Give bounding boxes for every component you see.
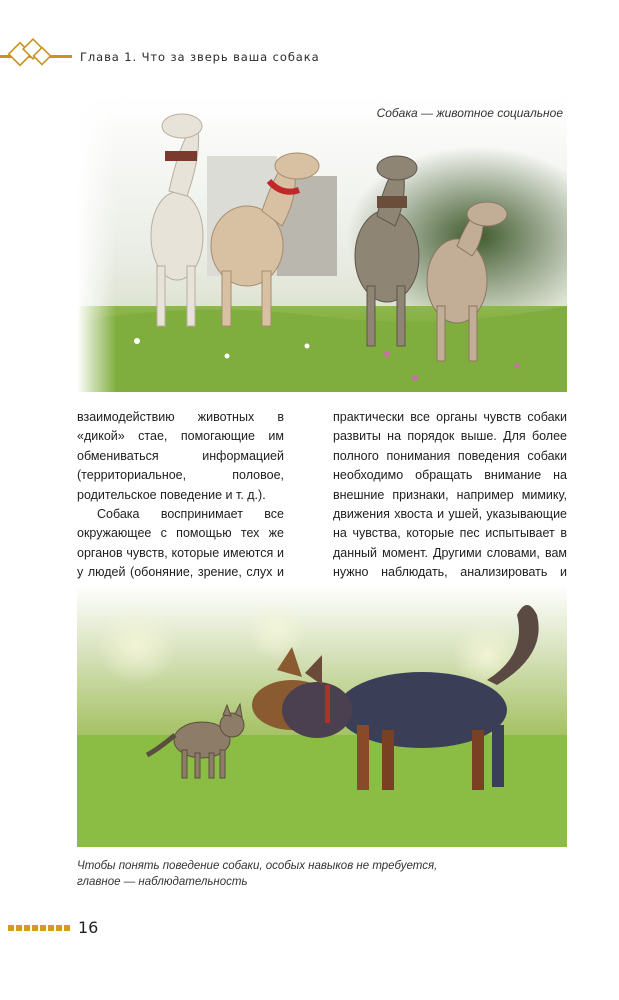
dog-and-kitten-photo (77, 585, 567, 847)
bottom-photo-caption (77, 858, 497, 890)
paragraph: Собака воспринимает все окружающее с помощью тех же органов чувств, которые имеются и у людей (обоняние, зрение, слух и (77, 507, 284, 580)
caption-line: главное — наблюдательность (77, 876, 248, 888)
page-number: 16 (78, 918, 99, 937)
chapter-ornament-icon (0, 38, 72, 74)
dogs-group-photo (77, 96, 567, 392)
paragraph: взаимодействию животных в «дикой» стае, помогающие им обмениваться информацией (территориальное, половое, родительское поведение и т. д.). (77, 410, 284, 502)
body-text-right-column (333, 408, 567, 602)
top-photo-caption: Собака — животное социальное (376, 106, 563, 120)
chapter-title: Глава 1. Что за зверь ваша собака (80, 50, 320, 64)
page-number-ornament-icon (8, 925, 70, 931)
caption-line: Чтобы понять поведение собаки, особых навыков не требуется, (77, 860, 438, 872)
paragraph: практически все органы чувств собаки развиты на порядок выше. Для более полного понимания поведения собаки необходимо обращать внимание на внешние признаки, например мимику, движения хвоста и ушей, указывающие на чувства, которые пес испытывает в данный момент. Другими словами, вам нужно наблюдать, анализировать и (333, 410, 567, 580)
